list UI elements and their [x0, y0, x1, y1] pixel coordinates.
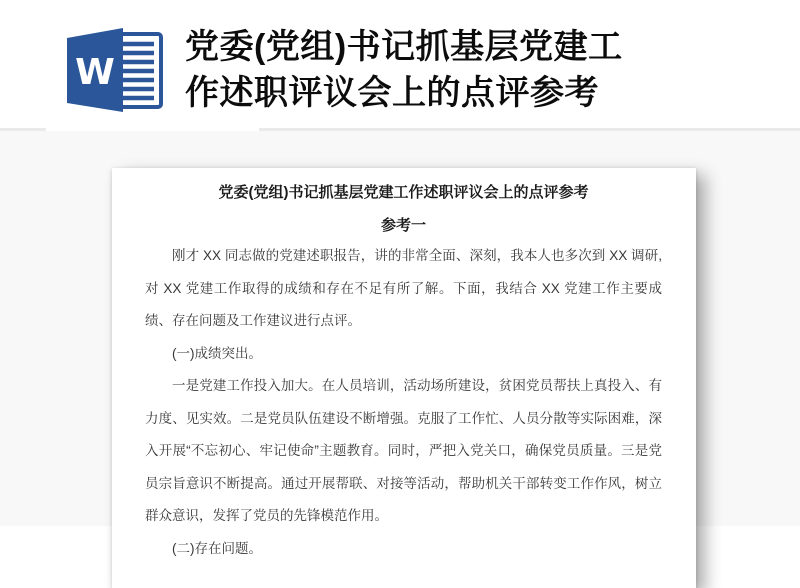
- paragraph-intro: 刚才 XX 同志做的党建述职报告，讲的非常全面、深刻，我本人也多次到 XX 调研,对 XX 党建工作取得的成绩和存在不足有所了解。下面，我结合 XX 党建工作主要成绩、存在问题及工作建议进行点评。: [145, 248, 662, 328]
- document-subtitle: 参考一: [380, 217, 426, 234]
- file-title: [185, 24, 745, 116]
- document-preview-area[interactable]: [0, 131, 800, 556]
- paragraph-heading-achievements: (一)成绩突出。: [172, 345, 262, 361]
- file-title-line2: 作述职评议会上的点评参考: [185, 74, 599, 112]
- paragraph-achievements-detail: 一是党建工作投入加大。在人员培训，活动场所建设，贫困党员帮扶上真投入、有力度、见实效。二是党员队伍建设不断增强。克服了工作忙、人员分散等实际困难，深入开展“不忘初心、牢记使命”主题教育。同时，严把入党关口，确保党员质量。三是党员宗旨意识不断提高。通过开展帮联、对接等活动，帮助机关干部转变工作作风，树立群众意识，发挥了党员的先锋模范作用。: [145, 378, 662, 523]
- file-title-line1: 党委(党组)书记抓基层党建工: [185, 28, 623, 66]
- document-page: [112, 168, 696, 588]
- document-title: 党委(党组)书记抓基层党建工作述职评议会上的点评参考: [218, 184, 589, 201]
- paragraph-heading-problems: (二)存在问题。: [172, 540, 262, 556]
- svg-text:W: W: [75, 52, 115, 93]
- word-file-icon: [65, 26, 167, 114]
- file-header: [0, 0, 800, 128]
